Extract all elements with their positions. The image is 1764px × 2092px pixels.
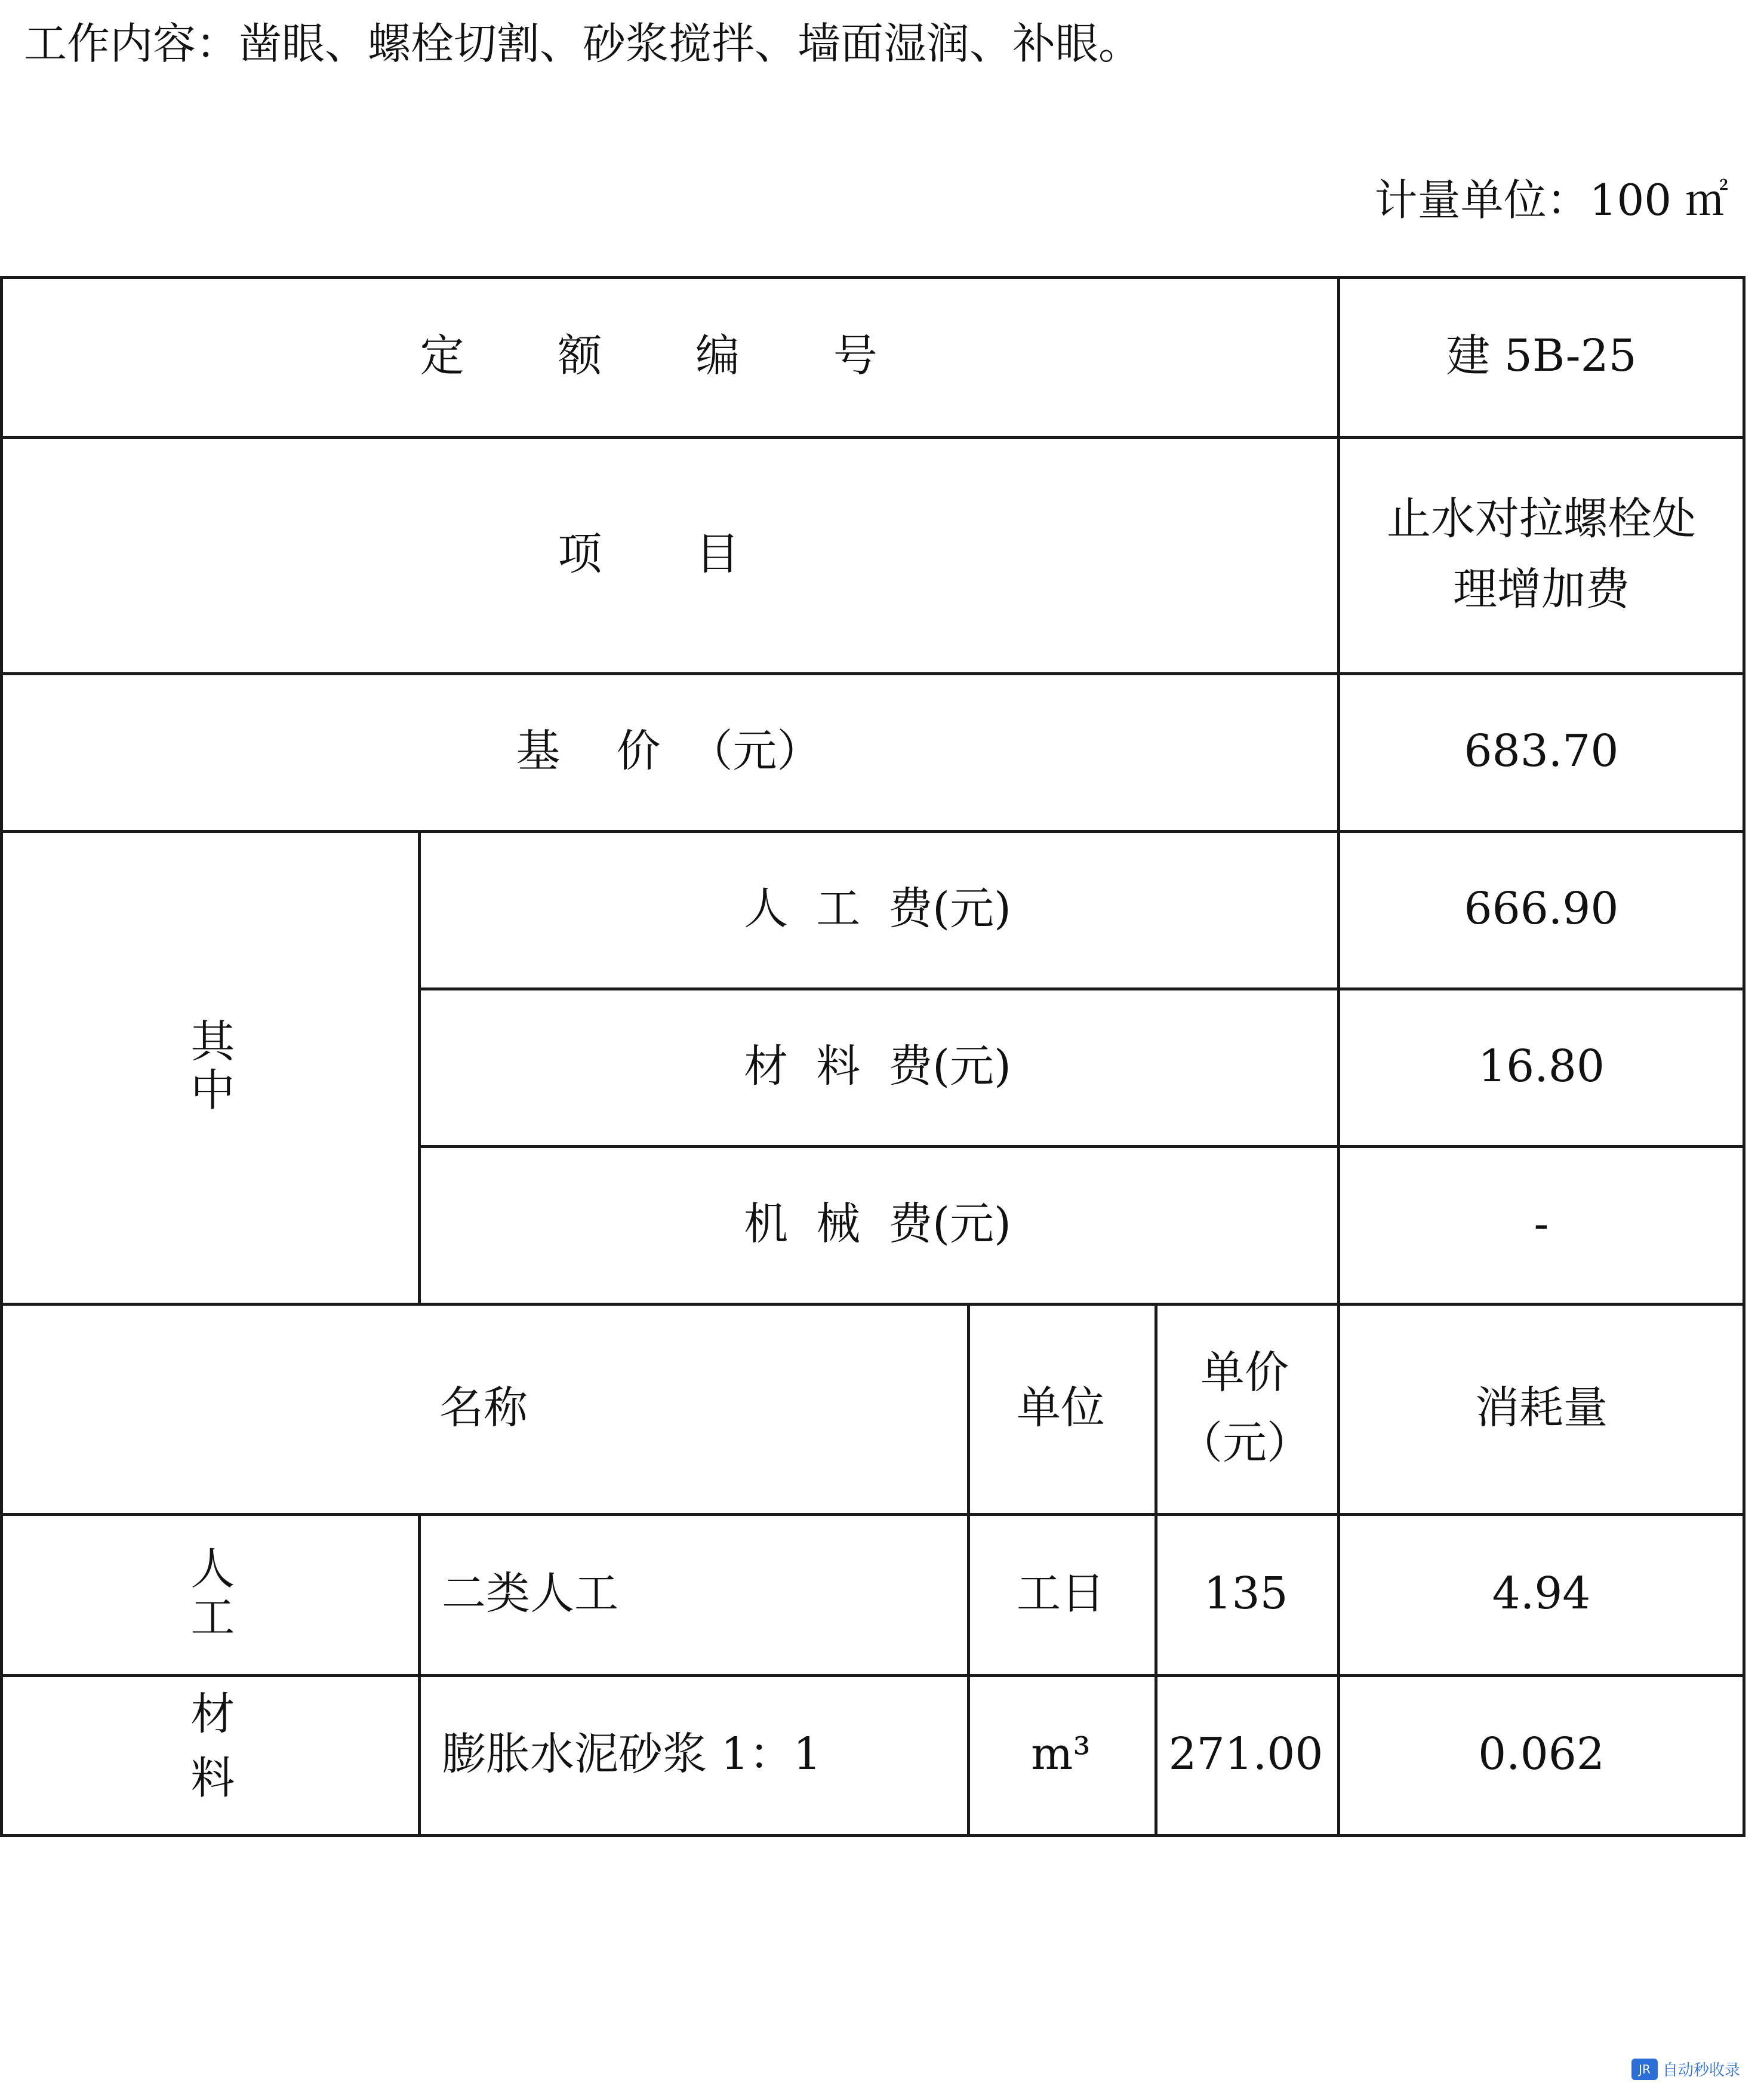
- quota-number-label: 定 额 编 号: [420, 330, 918, 382]
- row-price-material: 271.00: [1168, 1728, 1323, 1780]
- row-unit-labor: 工日: [1017, 1567, 1105, 1619]
- material-fee-label: 材 料 费(元): [744, 1040, 1011, 1092]
- item-label: 项 目: [558, 528, 780, 580]
- row-unit-material: m³: [1031, 1728, 1091, 1780]
- machine-fee-label: 机 械 费(元): [744, 1198, 1011, 1250]
- row-name-material: 膨胀水泥砂浆 1：1: [442, 1728, 821, 1780]
- quota-table: [0, 276, 1745, 1838]
- labor-fee-value: 666.90: [1464, 882, 1619, 934]
- machine-fee-value: -: [1534, 1198, 1549, 1250]
- watermark-badge-icon: JR: [1631, 2059, 1658, 2080]
- col-header-name: 名称: [439, 1382, 528, 1433]
- watermark-text: 自动秒收录: [1662, 2062, 1740, 2079]
- material-fee-value: 16.80: [1478, 1040, 1605, 1092]
- row-category-material: [0, 1674, 418, 1834]
- row-category-labor-text: 人工: [183, 1545, 235, 1642]
- watermark-logo: [1631, 2058, 1740, 2080]
- among-label-text: 其中: [183, 1017, 235, 1115]
- col-header-price: 单价（元）: [1178, 1346, 1311, 1469]
- among-label: [0, 830, 418, 1303]
- base-price-value: 683.70: [1464, 725, 1619, 777]
- base-price-label: 基 价 （元）: [516, 725, 821, 777]
- row-category-material-text: 材料: [183, 1690, 235, 1819]
- row-category-labor: [0, 1513, 418, 1674]
- row-price-labor: 135: [1203, 1567, 1288, 1619]
- rule-bottom: [0, 1834, 1745, 1837]
- measurement-unit: 计量单位：100 ㎡: [1374, 175, 1728, 225]
- row-consumption-labor: 4.94: [1492, 1567, 1591, 1619]
- col-header-unit: 单位: [1017, 1382, 1105, 1433]
- row-consumption-material: 0.062: [1478, 1728, 1605, 1780]
- work-content-line: 工作内容：凿眼、螺栓切割、砂浆搅拌、墙面湿润、补眼。: [24, 19, 1142, 69]
- labor-fee-label: 人 工 费(元): [744, 882, 1011, 934]
- row-name-labor: 二类人工: [442, 1567, 618, 1619]
- item-value: 止水对拉螺栓处理增加费: [1387, 493, 1696, 615]
- col-header-consumption: 消耗量: [1475, 1382, 1608, 1433]
- quota-number-value: 建 5B-25: [1446, 330, 1637, 382]
